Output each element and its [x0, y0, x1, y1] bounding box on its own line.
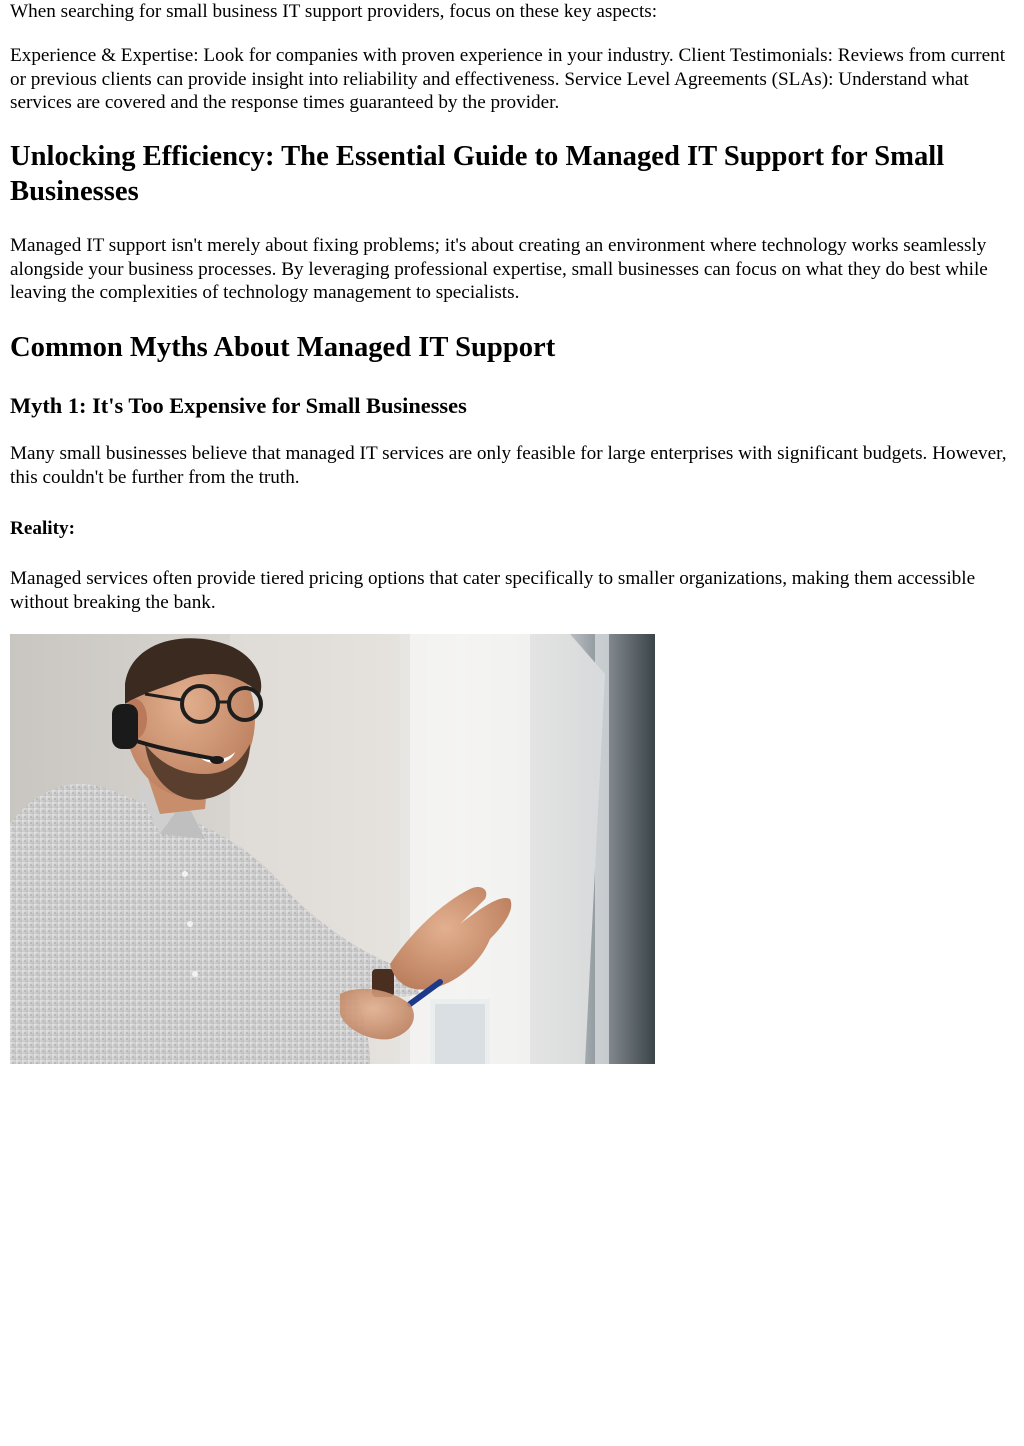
- heading-common-myths: Common Myths About Managed IT Support: [10, 332, 556, 363]
- aspects-paragraph: Experience & Expertise: Look for companies with proven experience in your industry. Client Testimonials: Reviews from current or previous clients can provide insight into reliability and effectiveness. Service Level Agreements (SLAs): Understand what services are covered and the response times guaranteed by the provider.: [10, 45, 1006, 113]
- myth-1-paragraph: Many small businesses believe that managed IT services are only feasible for large enterprises with significant budgets. However, this couldn't be further from the truth.: [10, 443, 1007, 488]
- intro-paragraph: When searching for small business IT support providers, focus on these key aspects:: [10, 1, 658, 22]
- reality-paragraph: Managed services often provide tiered pricing options that cater specifically to smaller organizations, making them accessible without breaking the bank.: [10, 568, 976, 613]
- managed-it-paragraph: Managed IT support isn't merely about fixing problems; it's about creating an environment where technology works seamlessly alongside your business processes. By leveraging professional expertise, small businesses can focus on what they do best while leaving the complexities of technology management to specialists.: [10, 235, 988, 303]
- reality-label: Reality:: [10, 518, 76, 539]
- heading-myth-1: Myth 1: It's Too Expensive for Small Businesses: [10, 393, 467, 418]
- support-agent-photo: [10, 634, 655, 1064]
- heading-unlocking-efficiency: Unlocking Efficiency: The Essential Guide to Managed IT Support for Small Businesses: [10, 141, 945, 207]
